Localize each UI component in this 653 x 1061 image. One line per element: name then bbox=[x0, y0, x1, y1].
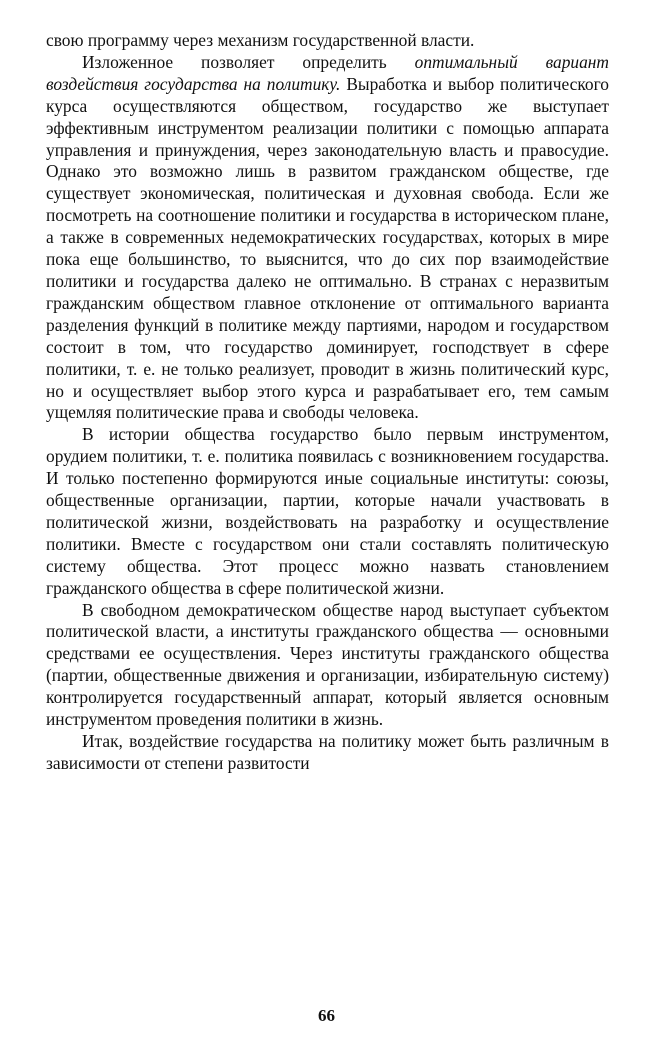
paragraph-2 bbox=[46, 52, 609, 424]
paragraph-2-emphasis: оптимальный вариант воздействия государства на политику. bbox=[46, 51, 609, 94]
paragraph-1: свою программу через механизм государственной власти. bbox=[46, 30, 475, 50]
paragraph-2-rest: Выработка и выбор политического курса осуществляются обществом, государство же выступает эффективным инструментом реализации политики с помощью аппарата управления и принуждения, через законодательную власть и правосудие. Однако это возможно лишь в развитом гражданском обществе, где существует экономическая, политическая и духовная свобода. Если же посмотреть на соотношение политики и государства в историческом плане, а также в современных недемократических государствах, которых в мире пока еще большинство, то выяснится, что до сих пор взаимодействие политики и государства далеко не оптимально. В странах с неразвитым гражданским обществом главное отклонение от оптимального варианта разделения функций в политике между партиями, народом и государством состоит в том, что государство доминирует, господствует в сфере политики, т. е. не только реализует, проводит в жизнь политический курс, но и осуществляет выбор этого курса и разрабатывает его, тем самым ущемляя политические права и свободы человека. bbox=[46, 73, 609, 423]
paragraph-2-lead: Изложенное позволяет определить bbox=[82, 51, 415, 72]
paragraph-3: В истории общества государство было первым инструментом, орудием политики, т. е. политика появилась с возникновением государства. И только постепенно формируются иные социальные институты: союзы, общественные организации, партии, которые начали участвовать в политической жизни, воздействовать на разработку и осуществление политики. Вместе с государством они стали составлять политическую систему общества. Этот процесс можно назвать становлением гражданского общества в сфере политической жизни. bbox=[46, 424, 609, 598]
paragraph-4: В свободном демократическом обществе народ выступает субъектом политической власти, а институты гражданского общества — основными средствами ее осуществления. Через институты гражданского общества (партии, общественные движения и организации, избирательную систему) контролируется государственный аппарат, который является основным инструментом проведения политики в жизнь. bbox=[46, 599, 609, 730]
page-number: 66 bbox=[318, 1006, 335, 1025]
page-body bbox=[46, 30, 609, 775]
paragraph-5: Итак, воздействие государства на политику может быть различным в зависимости от степени развитости bbox=[46, 731, 609, 773]
